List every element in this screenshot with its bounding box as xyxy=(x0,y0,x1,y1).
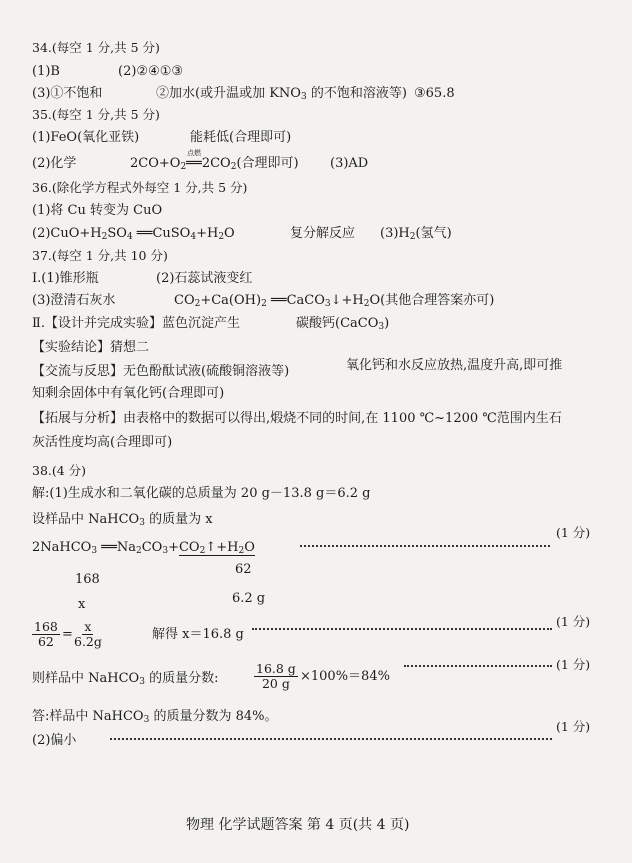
q34-answer-3-2: ②加水(或升温或加 $KNO_3$ 的不饱和溶液等) xyxy=(156,86,407,102)
q37-reflection-reason: 氧化钙和水反应放热,温度升高,即可推 xyxy=(346,358,563,373)
dotted-leader-4 xyxy=(110,738,552,740)
score-mark-2: (1 分) xyxy=(556,614,591,629)
q34-answer-1: (1)B xyxy=(32,64,60,79)
q37-part1-1: Ⅰ.(1)锥形瓶 xyxy=(32,271,99,286)
q38-heading: 38.(4 分) xyxy=(32,463,87,478)
q36-answer-3: $(3)H_2$(氢气) xyxy=(380,226,452,242)
q38-solution: 解得 x＝16.8 g xyxy=(152,627,244,642)
q34-answer-3-1: (3)①不饱和 xyxy=(32,86,103,101)
score-mark-1: (1 分) xyxy=(556,525,591,540)
q35-heading: 35.(每空 1 分,共 5 分) xyxy=(32,107,160,122)
q38-ratio-right: $\frac{x}{6.2g}$ xyxy=(74,619,102,649)
q35-answer-3: (3)AD xyxy=(330,156,369,171)
q37-part1-3: (3)澄清石灰水 xyxy=(32,293,116,308)
q37-equation: $CO_2+Ca(OH)_2$ $══CaCO_3↓+H_2O$(其他合理答案亦可) xyxy=(174,293,495,309)
score-mark-4: (1 分) xyxy=(556,719,591,734)
reaction-condition: 点燃 ══ xyxy=(186,149,202,171)
q38-part-2: (2)偏小 xyxy=(32,733,77,748)
q37-extension: 【拓展与分析】由表格中的数据可以得出,煅烧不同的时间,在 1100 ℃~1200 ℃范围内生石 xyxy=(32,411,562,426)
q36-reaction-type: 复分解反应 xyxy=(290,226,356,241)
q37-part2-experiment: Ⅱ.【设计并完成实验】蓝色沉淀产生 xyxy=(32,316,240,331)
q38-step-1: 解:(1)生成水和二氧化碳的总质量为 20 g－13.8 g＝6.2 g xyxy=(32,486,371,501)
q35-answer-1: (1)FeO(氧化亚铁) xyxy=(32,130,140,145)
q36-equation: $(2)CuO+H_2SO_4$ $══CuSO_4+H_2O$ xyxy=(32,226,235,242)
dotted-leader-3 xyxy=(404,665,552,667)
q37-reflection-cont: 知剩余固体中有氧化钙(合理即可) xyxy=(32,386,225,401)
dotted-leader-1 xyxy=(300,545,550,547)
q38-ratio-left: $\frac{168}{62}$ xyxy=(34,619,58,649)
q37-part1-2: (2)石蕊试液变红 xyxy=(156,271,253,286)
score-mark-3: (1 分) xyxy=(556,657,591,672)
q36-answer-1: (1)将 Cu 转变为 CuO xyxy=(32,203,163,218)
q34-answer-2: (2)②④①③ xyxy=(118,64,184,79)
q38-molar-mass-2: 62 xyxy=(235,562,252,577)
q38-known-mass: 6.2 g xyxy=(232,591,266,606)
q38-answer: 答:样品中 NaHCO$_3$ 的质量分数为 84%。 xyxy=(32,709,278,725)
q35-answer-2: (2)化学 xyxy=(32,156,77,171)
q38-unknown-mass: x xyxy=(78,597,86,612)
q35-equation: $2CO+O_2$ 点燃 $══2CO_2$(合理即可) xyxy=(130,149,299,172)
q38-percentage-fraction: $\frac{16.8 g}{20 g}$ xyxy=(256,661,296,691)
q37-reflection: 【交流与反思】无色酚酞试液(硫酸铜溶液等) xyxy=(32,364,290,379)
q38-percentage-result: ×100%＝84% xyxy=(300,669,390,684)
q37-conclusion: 【实验结论】猜想二 xyxy=(32,340,150,355)
page-footer: 物理 化学试题答案 第 4 页(共 4 页) xyxy=(186,817,410,833)
q38-equation: 2NaHCO$_3$ $══Na_2CO_3+CO_2↑+H_2O$ xyxy=(32,540,255,556)
q38-step-2: 设样品中 NaHCO$_3$ 的质量为 x xyxy=(32,512,213,528)
q37-extension-cont: 灰活性度均高(合理即可) xyxy=(32,435,173,450)
q34-heading: 34.(每空 1 分,共 5 分) xyxy=(32,40,160,55)
q38-percentage-label: 则样品中 NaHCO$_3$ 的质量分数: xyxy=(32,671,219,687)
q37-part2-calcium-carbonate: 碳酸钙(CaCO$_3$) xyxy=(296,316,390,332)
q36-heading: 36.(除化学方程式外每空 1 分,共 5 分) xyxy=(32,180,248,195)
equals-sign: = xyxy=(62,627,73,642)
q34-answer-3-3: ③65.8 xyxy=(414,86,455,101)
q37-heading: 37.(每空 1 分,共 10 分) xyxy=(32,248,168,263)
dotted-leader-2 xyxy=(252,628,552,630)
q38-molar-mass-1: 168 xyxy=(75,572,100,587)
q35-answer-1b: 能耗低(合理即可) xyxy=(190,130,292,145)
